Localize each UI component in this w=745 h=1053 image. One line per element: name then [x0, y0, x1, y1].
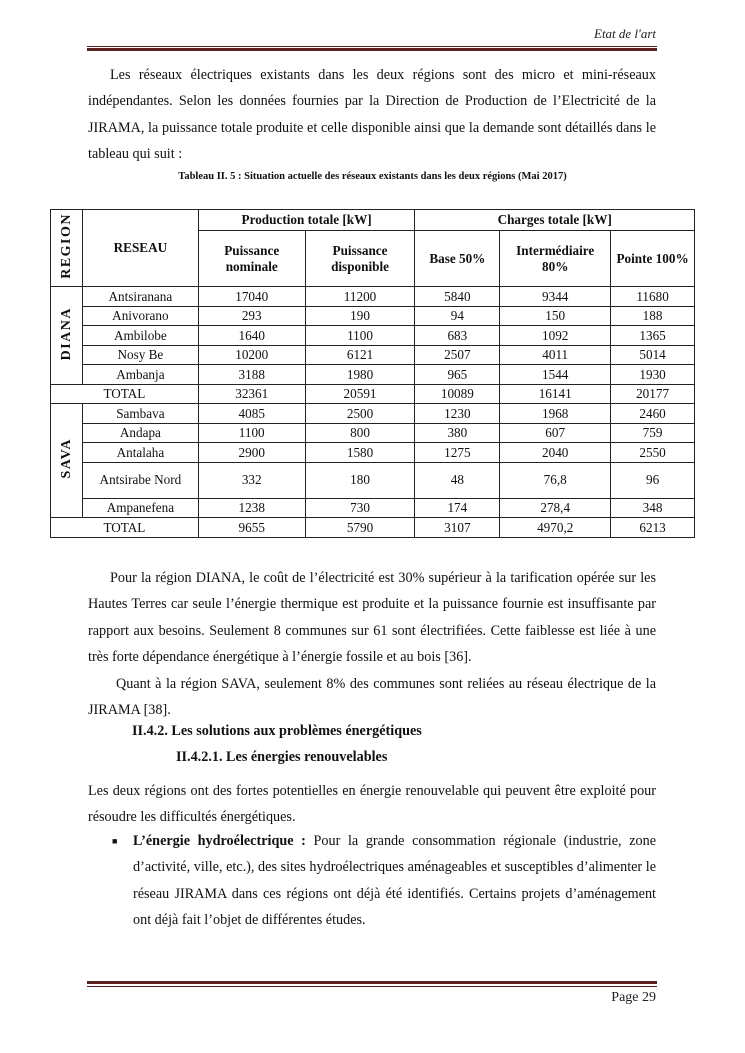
reseau-cell: Ambanja: [82, 365, 198, 385]
section-heading: II.4.2. Les solutions aux problèmes énergétiques: [132, 723, 422, 739]
pointe-cell: 5014: [611, 345, 695, 365]
subsection-heading: II.4.2.1. Les énergies renouvelables: [176, 749, 388, 765]
reseau-cell: Antalaha: [82, 443, 198, 463]
table-row: [51, 423, 695, 443]
bullet-list: [112, 828, 656, 934]
intermediaire-cell: 278,4: [500, 498, 611, 518]
footer-rule-thin: [87, 986, 657, 987]
disponible-cell: 1580: [305, 443, 415, 463]
base-cell: 174: [415, 498, 500, 518]
table-row: [51, 443, 695, 463]
reseau-cell: Ampanefena: [82, 498, 198, 518]
table-total-row: [51, 518, 695, 538]
intro-paragraph: [88, 62, 656, 168]
base-cell: 5840: [415, 287, 500, 307]
total-pointe-cell: 20177: [611, 384, 695, 404]
pointe-cell: 1930: [611, 365, 695, 385]
total-nominale-cell: 9655: [198, 518, 305, 538]
base-cell: 380: [415, 423, 500, 443]
table-row: [51, 498, 695, 518]
nominale-cell: 1100: [198, 423, 305, 443]
footer-rule-thick: [87, 981, 657, 984]
nominale-cell: 332: [198, 462, 305, 498]
nominale-cell: 10200: [198, 345, 305, 365]
disponible-cell: 730: [305, 498, 415, 518]
header-production-group: Production totale [kW]: [198, 210, 415, 231]
intermediaire-cell: 2040: [500, 443, 611, 463]
table-row: [51, 326, 695, 346]
disponible-cell: 190: [305, 306, 415, 326]
total-base-cell: 3107: [415, 518, 500, 538]
sava-paragraph-text: Quant à la région SAVA, seulement 8% des communes sont reliées au réseau électrique de la JIRAMA [38].: [88, 676, 656, 719]
total-intermediaire-cell: 16141: [500, 384, 611, 404]
total-label: TOTAL: [51, 384, 199, 404]
header-intermediaire: Intermédiaire 80%: [500, 231, 611, 287]
table-caption: Tableau II. 5 : Situation actuelle des réseaux existants dans les deux régions (Mai 2017): [178, 171, 567, 182]
intermediaire-cell: 1092: [500, 326, 611, 346]
nominale-cell: 1640: [198, 326, 305, 346]
reseau-cell: Nosy Be: [82, 345, 198, 365]
disponible-cell: 11200: [305, 287, 415, 307]
table-body: [51, 287, 695, 538]
pointe-cell: 188: [611, 306, 695, 326]
intermediaire-cell: 1968: [500, 404, 611, 424]
total-base-cell: 10089: [415, 384, 500, 404]
total-label: TOTAL: [51, 518, 199, 538]
pointe-cell: 11680: [611, 287, 695, 307]
region-cell: [51, 287, 83, 385]
header-puissance-disponible: Puissance disponible: [305, 231, 415, 287]
pointe-cell: 1365: [611, 326, 695, 346]
nominale-cell: 2900: [198, 443, 305, 463]
header-puissance-nominale: Puissance nominale: [198, 231, 305, 287]
header-region: [51, 210, 83, 287]
bullet-body: Pour la grande consommation régionale (industrie, zone d’activité, ville, etc.), des sites hydroélectriques aménageables et susceptibles d’alimenter le réseau JIRAMA dans ces régions ont déjà été identifiés. Certains projets d’aménagement ont déjà fait l’objet de différentes études.: [133, 833, 657, 929]
base-cell: 2507: [415, 345, 500, 365]
region-label: DIANA: [58, 306, 74, 361]
region-cell: [51, 404, 83, 518]
bullet-title: L’énergie hydroélectrique :: [133, 833, 306, 849]
total-pointe-cell: 6213: [611, 518, 695, 538]
total-intermediaire-cell: 4970,2: [500, 518, 611, 538]
diana-paragraph: [88, 565, 656, 671]
header-reseau: RESEAU: [82, 210, 198, 287]
nominale-cell: 1238: [198, 498, 305, 518]
base-cell: 1230: [415, 404, 500, 424]
header-base: Base 50%: [415, 231, 500, 287]
list-item: [112, 828, 656, 934]
pointe-cell: 348: [611, 498, 695, 518]
header-pointe: Pointe 100%: [611, 231, 695, 287]
base-cell: 48: [415, 462, 500, 498]
table-total-row: [51, 384, 695, 404]
reseau-cell: Ambilobe: [82, 326, 198, 346]
table-header-row-1: [51, 210, 695, 231]
intermediaire-cell: 9344: [500, 287, 611, 307]
reseau-cell: Antsiranana: [82, 287, 198, 307]
renewables-paragraph: Les deux régions ont des fortes potentielles en énergie renouvelable qui peuvent être exploité pour résoudre les difficultés énergétiques.: [88, 783, 656, 826]
pointe-cell: 96: [611, 462, 695, 498]
intermediaire-cell: 76,8: [500, 462, 611, 498]
table-row: [51, 365, 695, 385]
page-number: Page 29: [611, 990, 656, 1005]
table-row: [51, 345, 695, 365]
diana-paragraph-text: Pour la région DIANA, le coût de l’électricité est 30% supérieur à la tarification opérée sur les Hautes Terres car seule l’énergie thermique est produite et la puissance fournie est insuffisante par rapport aux besoins. Seulement 8 communes sur 61 sont électrifiées. Cette faiblesse est liée à une très forte dépendance énergétique à l’énergie fossile et au bois [36].: [88, 570, 656, 666]
square-bullet-icon: ■: [112, 836, 118, 846]
disponible-cell: 2500: [305, 404, 415, 424]
intermediaire-cell: 607: [500, 423, 611, 443]
reseau-cell: Andapa: [82, 423, 198, 443]
total-disponible-cell: 20591: [305, 384, 415, 404]
reseau-cell: Antsirabe Nord: [82, 462, 198, 498]
network-table: [50, 209, 695, 538]
nominale-cell: 3188: [198, 365, 305, 385]
table-row: [51, 462, 695, 498]
base-cell: 683: [415, 326, 500, 346]
intro-paragraph-text: Les réseaux électriques existants dans les deux régions sont des micro et mini-réseaux indépendantes. Selon les données fournies par la Direction de Production de l’Electricité de la JIRAMA, la puissance totale produite et celle disponible ainsi que la demande sont détaillés dans le tableau qui suit :: [88, 67, 656, 163]
header-title: Etat de l'art: [594, 26, 656, 41]
total-disponible-cell: 5790: [305, 518, 415, 538]
table-row: [51, 404, 695, 424]
table-row: [51, 287, 695, 307]
nominale-cell: 293: [198, 306, 305, 326]
nominale-cell: 4085: [198, 404, 305, 424]
bullet-text: [133, 828, 656, 934]
reseau-cell: Anivorano: [82, 306, 198, 326]
nominale-cell: 17040: [198, 287, 305, 307]
header-rule-thick: [87, 48, 657, 51]
disponible-cell: 800: [305, 423, 415, 443]
reseau-cell: Sambava: [82, 404, 198, 424]
intermediaire-cell: 1544: [500, 365, 611, 385]
base-cell: 94: [415, 306, 500, 326]
intermediaire-cell: 150: [500, 306, 611, 326]
intermediaire-cell: 4011: [500, 345, 611, 365]
disponible-cell: 6121: [305, 345, 415, 365]
pointe-cell: 2550: [611, 443, 695, 463]
header-charges-group: Charges totale [kW]: [415, 210, 695, 231]
header-rule-thin: [87, 46, 657, 47]
base-cell: 1275: [415, 443, 500, 463]
disponible-cell: 180: [305, 462, 415, 498]
total-nominale-cell: 32361: [198, 384, 305, 404]
sava-paragraph: [88, 671, 656, 724]
pointe-cell: 2460: [611, 404, 695, 424]
pointe-cell: 759: [611, 423, 695, 443]
disponible-cell: 1100: [305, 326, 415, 346]
region-label: SAVA: [58, 438, 74, 479]
table-row: [51, 306, 695, 326]
header-region-label: REGION: [58, 213, 74, 280]
base-cell: 965: [415, 365, 500, 385]
disponible-cell: 1980: [305, 365, 415, 385]
